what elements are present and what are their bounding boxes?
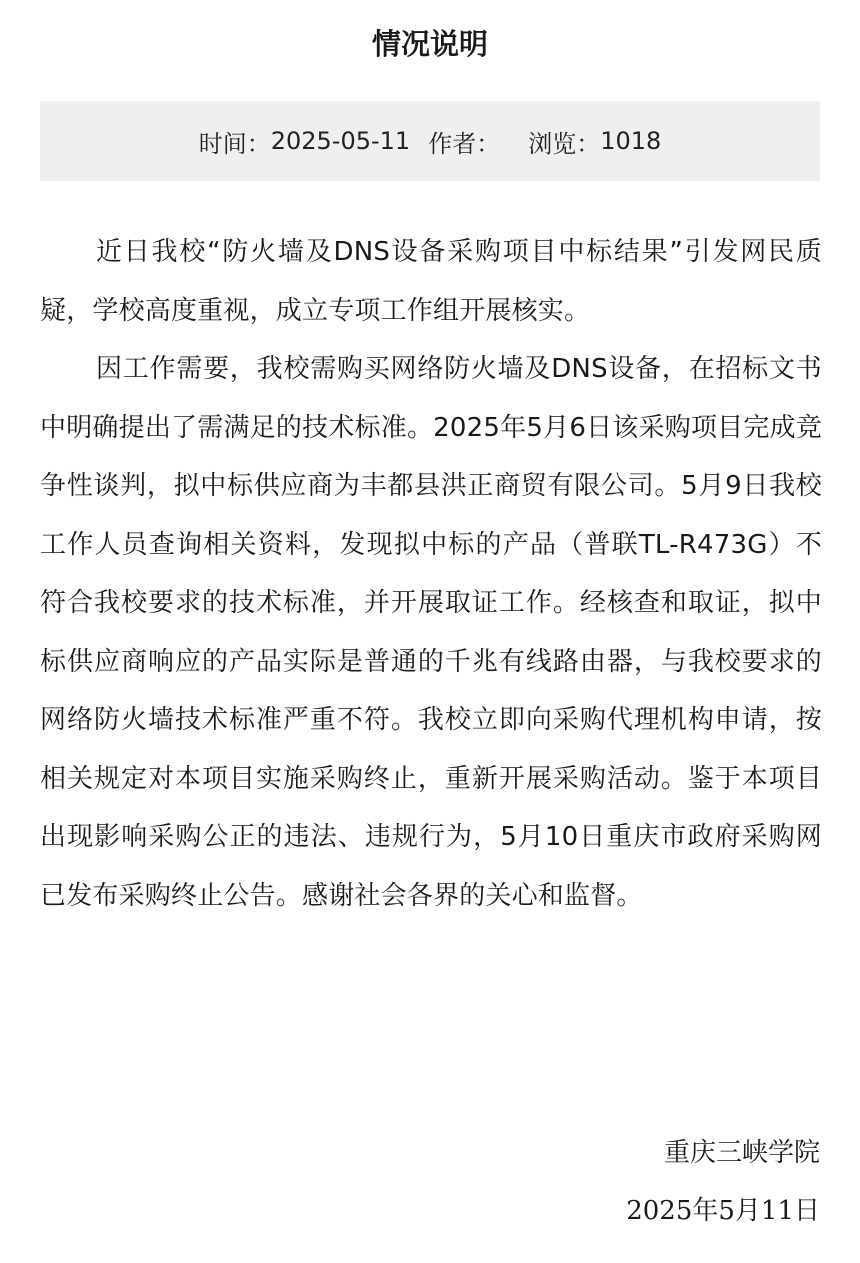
publish-time-value: 2025-05-11 bbox=[270, 127, 411, 155]
author-label: 作者： bbox=[428, 129, 501, 158]
view-count-label: 浏览： bbox=[528, 129, 601, 158]
view-count-value: 1018 bbox=[600, 127, 662, 155]
view-count bbox=[528, 124, 661, 159]
author bbox=[428, 124, 500, 159]
page-title: 情况说明 bbox=[371, 27, 488, 61]
article-body bbox=[40, 223, 822, 925]
signature-organization: 重庆三峡学院 bbox=[663, 1138, 820, 1168]
article-paragraph-2: 因工作需要，我校需购买网络防火墙及DNS设备，在招标文书中明确提出了需满足的技术标准。2025年5月6日该采购项目完成竞争性谈判，拟中标供应商为丰都县洪正商贸有限公司。5月9日我校工作人员查询相关资料，发现拟中标的产品（普联TL-R473G）不符合我校要求的技术标准，并开展取证工作。经核查和取证，拟中标供应商响应的产品实际是普通的千兆有线路由器，与我校要求的网络防火墙技术标准严重不符。我校立即向采购代理机构申请，按相关规定对本项目实施采购终止，重新开展采购活动。鉴于本项目出现影响采购公正的违法、违规行为，5月10日重庆市政府采购网已发布采购终止公告。感谢社会各界的关心和监督。 bbox=[40, 354, 822, 911]
article-meta-bar bbox=[40, 101, 820, 181]
publish-time bbox=[199, 124, 410, 159]
publish-time-label: 时间： bbox=[198, 129, 271, 158]
article-paragraph-1: 近日我校“防火墙及DNS设备采购项目中标结果”引发网民质疑，学校高度重视，成立专项工作组开展核实。 bbox=[40, 237, 822, 326]
signature-date: 2025年5月11日 bbox=[626, 1196, 820, 1226]
signature-block bbox=[626, 1124, 820, 1240]
